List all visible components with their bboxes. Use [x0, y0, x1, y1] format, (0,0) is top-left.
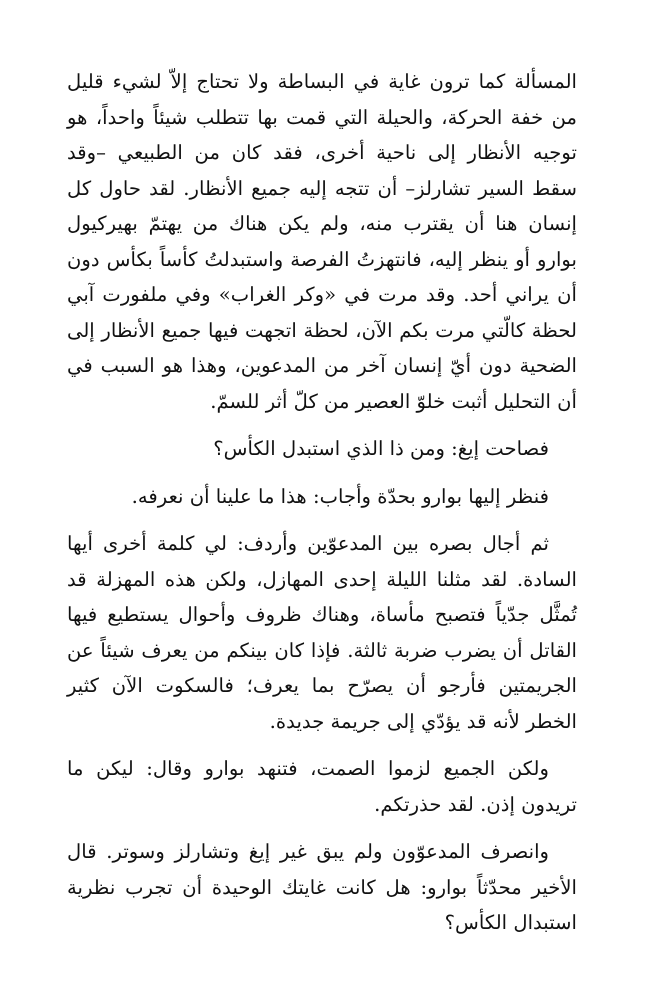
paragraph-5: ولكن الجميع لزموا الصمت، فتنهد بوارو وقال: ليكن ما تريدون إذن. لقد حذرتكم. — [67, 757, 577, 816]
paragraph-1: المسألة كما ترون غاية في البساطة ولا تحتاج إلاّ لشيء قليل من خفة الحركة، والحيلة التي قمت بها تتطلب شيئاً واحداً، هو توجيه الأنظار إلى ناحية أخرى، فقد كان من الطبيعي –وقد سقط السير تشارلز– أن تتجه إليه جميع الأنظار. لقد حاول كل إنسان هنا أن يقترب منه، ولم يكن هناك من يهتمّ بهيركيول بوارو أو ينظر إليه، فانتهزتُ الفرصة واستبدلتُ كأساً بكأس دون أن يراني أحد. وقد مرت في «وكر الغراب» وفي ملفورت آبي لحظة كالّتي مرت بكم الآن، لحظة اتجهت فيها جميع الأنظار إلى الضحية دون أيّ إنسان آخر من المدعوين، وهذا هو السبب في أن التحليل أثبت خلوّ العصير من كلّ أثر للسمّ. — [67, 70, 577, 413]
paragraph-2: فصاحت إيغ: ومن ذا الذي استبدل الكأس؟ — [213, 437, 549, 460]
document-page — [67, 64, 577, 941]
paragraph-3: فنظر إليها بوارو بحدّة وأجاب: هذا ما علينا أن نعرفه. — [131, 484, 549, 508]
paragraph-6: وانصرف المدعوّون ولم يبق غير إيغ وتشارلز وسوتر. قال الأخير محدّثاً بوارو: هل كانت غايتك الوحيدة أن تجرب نظرية استبدال الكأس؟ — [67, 840, 577, 934]
paragraph-4: ثم أجال بصره بين المدعوّين وأردف: لي كلمة أخرى أيها السادة. لقد مثلنا الليلة إحدى المهازل، ولكن هذه المهزلة قد تُمثَّل جدّياً فتصبح مأساة، وهناك ظروف وأحوال يستطيع فيها القاتل أن يضرب ضربة ثالثة. فإذا كان بينكم من يعرف شيئاً عن الجريمتين فأرجو أن يصرّح بما يعرف؛ فالسكوت الآن كثير الخطر لأنه قد يؤدّي إلى جريمة جديدة. — [67, 532, 577, 733]
